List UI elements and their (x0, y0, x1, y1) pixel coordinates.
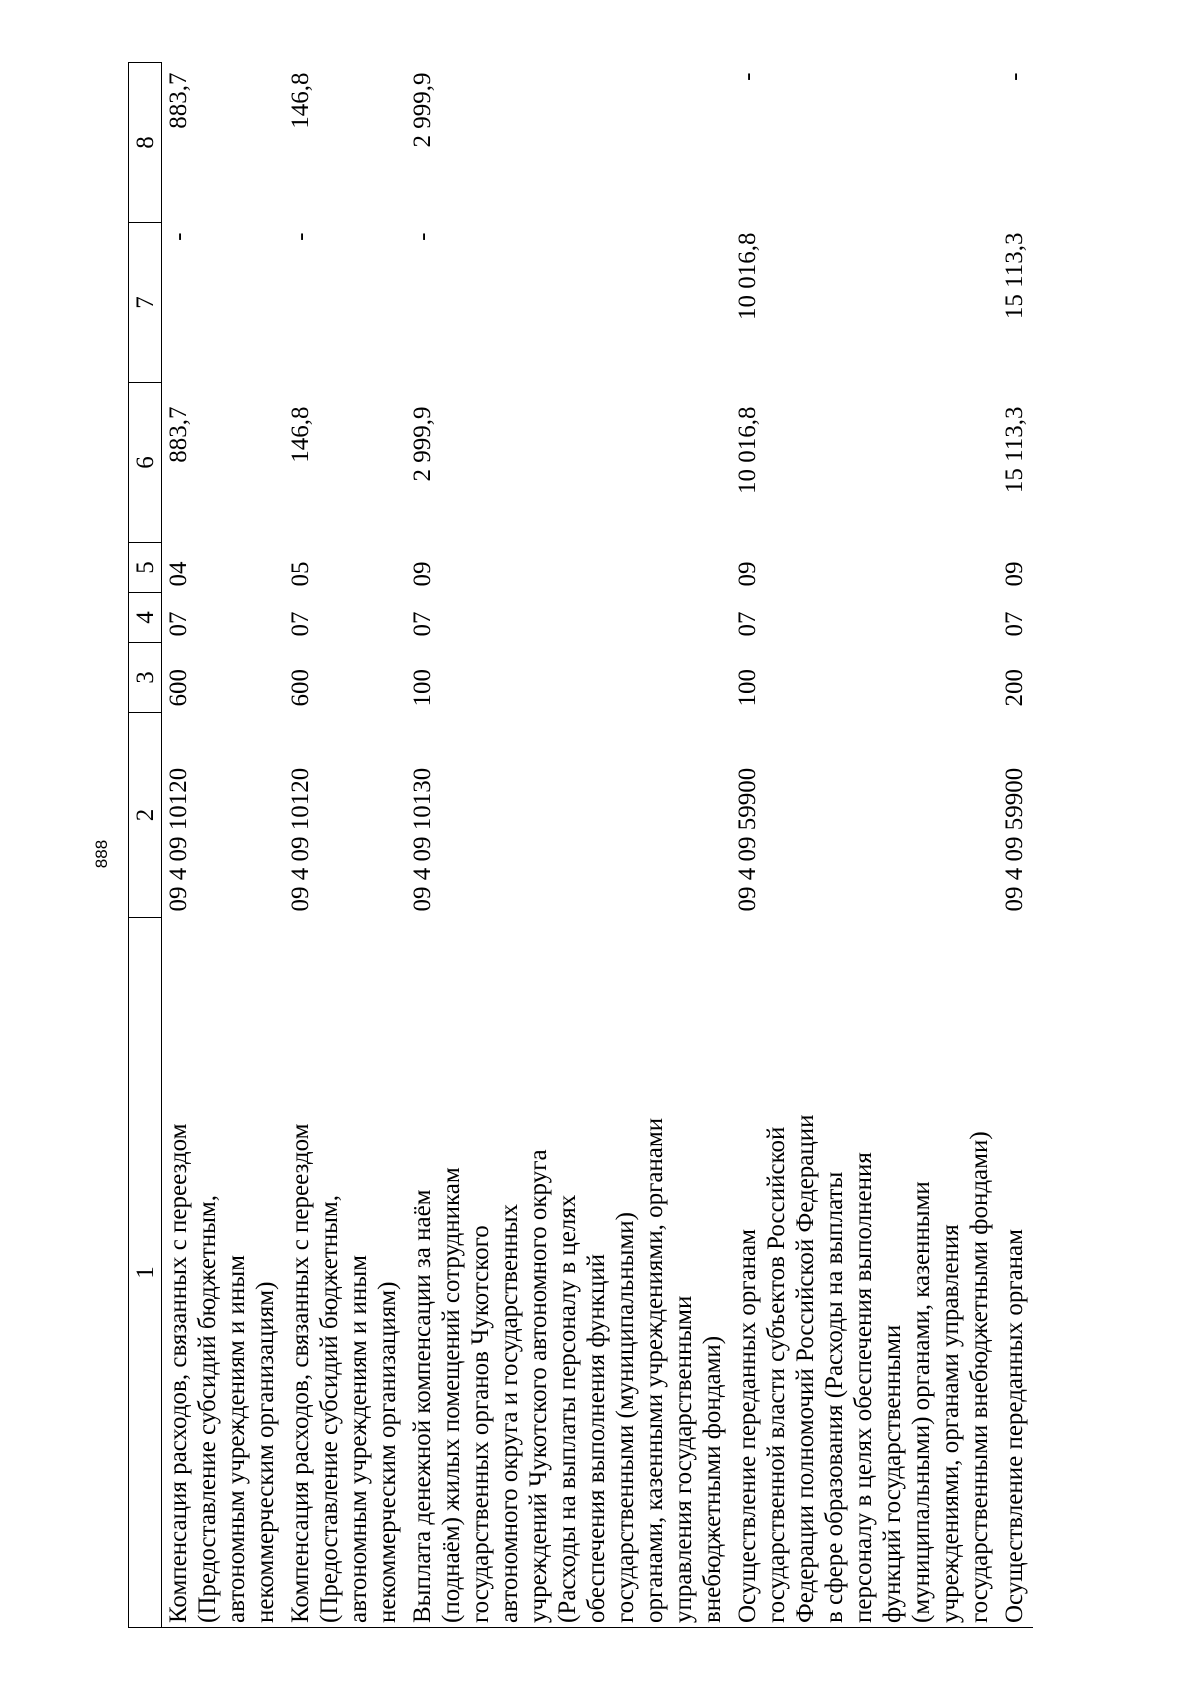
row-total: 15 113,3 (1001, 406, 1028, 494)
table-row (162, 63, 285, 1628)
row-col8: - (734, 72, 761, 81)
page-number: 888 (92, 839, 111, 869)
header-col-3: 3 (129, 643, 162, 713)
table-body (162, 63, 1034, 1628)
rotated-page-content (128, 63, 1148, 1628)
row-vr: 200 (1001, 669, 1028, 707)
row-col7: 15 113,3 (1001, 232, 1028, 320)
row-vr: 600 (165, 669, 192, 707)
row-col7: - (409, 232, 436, 241)
row-code: 09 4 09 59900 (1001, 767, 1028, 912)
header-col-4: 4 (129, 593, 162, 643)
row-col7: - (287, 232, 314, 241)
row-pr: 05 (287, 561, 314, 587)
header-col-2: 2 (129, 713, 162, 918)
header-col-1: 1 (129, 918, 162, 1628)
row-total: 10 016,8 (734, 406, 761, 494)
table-row (998, 63, 1033, 1628)
row-name: Осуществление переданных органам (998, 918, 1033, 1628)
row-col8: - (1001, 72, 1028, 81)
table-row (406, 63, 731, 1628)
row-rz: 07 (409, 611, 436, 637)
row-code: 09 4 09 10120 (165, 767, 192, 912)
header-col-8: 8 (129, 63, 162, 223)
row-pr: 04 (165, 561, 192, 587)
row-col7: 10 016,8 (734, 232, 761, 320)
row-rz: 07 (734, 611, 761, 637)
row-rz: 07 (287, 611, 314, 637)
row-total: 883,7 (165, 406, 192, 463)
row-name: Осуществление переданных органам государственной власти субъектов Российской Федерации полномочий Российской Федерации в сфере образования (Расходы на выплаты персоналу в целях обеспечения выполнения функций государственными (муниципальными) органами, казенными учреждениями, органами управления государственными внебюджетными фондами) (731, 918, 998, 1628)
row-col8: 883,7 (165, 72, 192, 129)
row-col7: - (165, 232, 192, 241)
row-code: 09 4 09 59900 (734, 767, 761, 912)
row-col8: 146,8 (287, 72, 314, 129)
row-name: Компенсация расходов, связанных с переездом (Предоставление субсидий бюджетным, автономным учреждениям и иным некоммерческим организациям) (284, 918, 406, 1628)
row-vr: 100 (734, 669, 761, 707)
table-row (284, 63, 406, 1628)
row-rz: 07 (1001, 611, 1028, 637)
header-col-6: 6 (129, 383, 162, 543)
row-code: 09 4 09 10130 (409, 767, 436, 912)
row-pr: 09 (409, 561, 436, 587)
table-row (731, 63, 998, 1628)
row-pr: 09 (734, 561, 761, 587)
header-row (129, 63, 162, 1628)
row-total: 2 999,9 (409, 406, 436, 482)
row-total: 146,8 (287, 406, 314, 463)
table-header (129, 63, 162, 1628)
row-code: 09 4 09 10120 (287, 767, 314, 912)
row-rz: 07 (165, 611, 192, 637)
header-col-7: 7 (129, 223, 162, 383)
row-col8: 2 999,9 (409, 72, 436, 148)
header-col-5: 5 (129, 543, 162, 593)
row-vr: 100 (409, 669, 436, 707)
row-name: Компенсация расходов, связанных с переездом (Предоставление субсидий бюджетным, автономным учреждениям и иным некоммерческим организациям) (162, 918, 285, 1628)
budget-table (128, 62, 1033, 1628)
row-name: Выплата денежной компенсации за наём (поднаём) жилых помещений сотрудникам государственных органов Чукотского автономного округа и государственных учреждений Чукотского автономного округа (Расходы на выплаты персоналу в целях обеспечения выполнения функций государственными (муниципальными) органами, казенными учреждениями, органами управления государственными внебюджетными фондами) (406, 918, 731, 1628)
row-pr: 09 (1001, 561, 1028, 587)
row-vr: 600 (287, 669, 314, 707)
